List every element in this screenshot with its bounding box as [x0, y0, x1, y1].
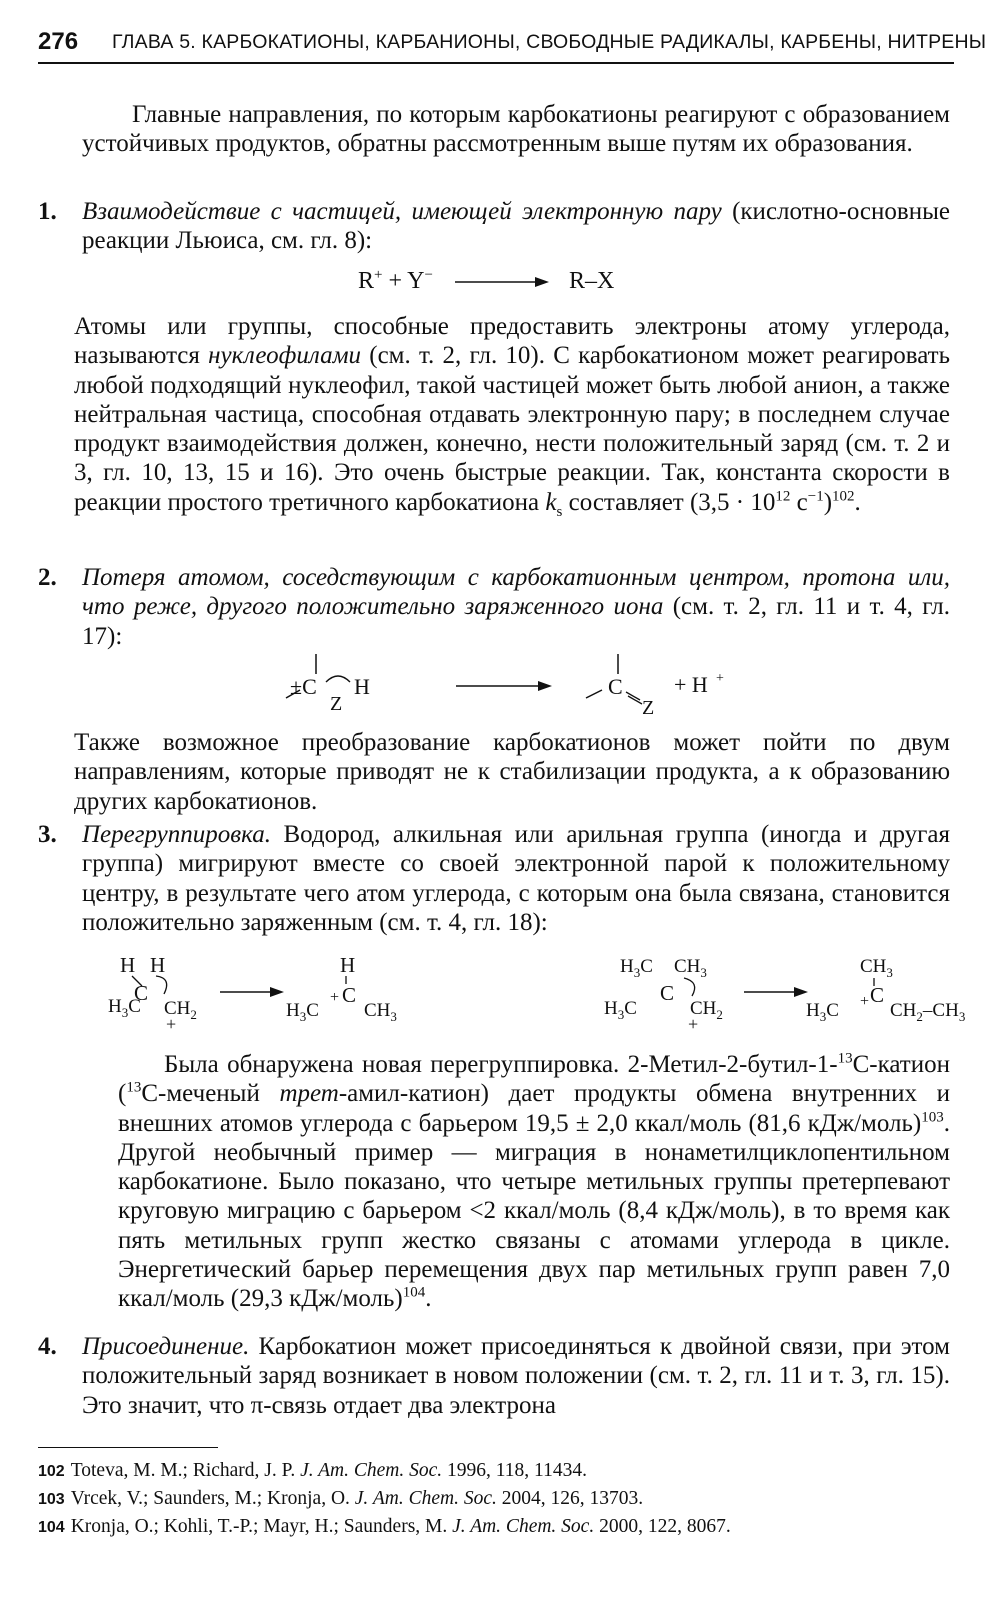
footnote-rule: [38, 1447, 218, 1448]
running-header: [38, 22, 987, 64]
footnote-ref-103: 103: [921, 1109, 944, 1126]
svg-text:±C: ±C: [290, 674, 317, 699]
svg-text:CH2–CH3: $CH_2-CH_3$: [890, 1000, 966, 1024]
item-heading: Взаимодействие с частицей, имеющей электронную пару: [82, 198, 722, 225]
svg-text:H3C: $H_3C$: [604, 998, 637, 1022]
svg-text:H: H: [120, 953, 136, 977]
svg-text:+: +: [166, 1014, 177, 1032]
equation-1: R+ + Y− R–X: [358, 267, 615, 294]
svg-text:C: C: [342, 983, 357, 1007]
svg-text:C: C: [870, 983, 885, 1007]
item-heading: Потеря атомом, соседствующим с карбокатионным центром, протона или, что реже, другого положительно заряженного иона: [82, 564, 950, 621]
list-item-3: [38, 820, 950, 937]
svg-text:Z: Z: [642, 697, 655, 719]
svg-text:+: +: [860, 993, 870, 1010]
svg-text:C: C: [660, 981, 675, 1005]
svg-text:H3C: $H_3C$: [620, 956, 653, 980]
list-number: 2.: [38, 564, 57, 591]
svg-text:+: +: [716, 671, 724, 686]
rearrangement-scheme: [108, 950, 968, 1032]
svg-text:CH2: $CH_2$: [164, 998, 197, 1022]
svg-text:H3C: $H_3C$: [108, 996, 141, 1020]
footnote-ref-102: 102: [832, 488, 855, 505]
list-number: 4.: [38, 1333, 57, 1360]
item-heading: Перегруппировка.: [82, 821, 271, 848]
item-text: Водород, алкильная или арильная группа (иногда и другая группа) мигрируют вместе со своей электронной парой к положительному центру, в результате чего атом углерода, с которым она была связана, становится положительно заряженным (см. т. 4, гл. 18):: [82, 821, 950, 936]
list-item-2: [38, 563, 950, 651]
list-number: 3.: [38, 821, 57, 848]
footnote-103: 103 Vrcek, V.; Saunders, M.; Kronja, O. J. Am. Chem. Soc. 2004, 126, 13703.: [38, 1488, 644, 1509]
svg-text:H: H: [340, 953, 356, 977]
list-item-4: [38, 1332, 950, 1420]
svg-text:CH2: $CH_2$: [690, 998, 723, 1022]
footnote-102: 102 Toteva, M. M.; Richard, J. P. J. Am. Chem. Soc. 1996, 118, 11434.: [38, 1460, 587, 1481]
page-number: 276: [38, 28, 79, 55]
footnote-104: 104 Kronja, O.; Kohli, T.-P.; Mayr, H.; Saunders, M. J. Am. Chem. Soc. 2000, 122, 8067.: [38, 1516, 731, 1537]
reaction-arrow: [451, 275, 551, 289]
item-text: (см. т. 2, гл. 11 и т. 4, гл. 17):: [82, 593, 950, 650]
item-heading: Присоединение.: [82, 1333, 250, 1360]
svg-text:+ H: + H: [674, 672, 708, 697]
svg-text:H: H: [150, 953, 166, 977]
svg-text:CH3: $CH_3$: [364, 1000, 397, 1024]
svg-text:C: C: [608, 674, 623, 699]
svg-text:Z: Z: [330, 693, 343, 715]
list-item-1: [38, 197, 950, 256]
item-text: (кислотно-основные реакции Льюиса, см. гл. 8):: [82, 198, 950, 255]
svg-text:CH3: $CH_3$: [674, 956, 707, 980]
svg-text:+: +: [688, 1014, 699, 1032]
svg-text:C: C: [134, 981, 149, 1005]
svg-text:CH3: $CH_3$: [860, 956, 893, 980]
svg-text:H: H: [354, 674, 370, 699]
elimination-scheme: [278, 650, 738, 722]
svg-text:+: +: [330, 989, 340, 1006]
paragraph-nucleophiles: Атомы или группы, способные предоставить электроны атому углерода, называются нуклеофилами (см. т. 2, гл. 10). С карбокатионом может реагировать любой подходящий нуклеофил, такой частицей может быть любой анион, а также нейтральная частица, способная отдавать электронную пару; в последнем случае продукт взаимодействия должен, конечно, нести положительный заряд (см. т. 2 и 3, гл. 10, 13, 15 и 16). Это очень быстрые реакции. Так, константа скорости в реакции простого третичного карбокатиона $k_s$ составляет ($3,5 \cdot 10^{12}$ $с^{-1})^{102}$.: [74, 313, 950, 520]
list-number: 1.: [38, 198, 57, 225]
item-text: Карбокатион может присоединяться к двойной связи, при этом положительный заряд возникает в новом положении (см. т. 2, гл. 11 и т. 3, гл. 15). Это значит, что π-связь отдает два электрона: [82, 1333, 950, 1419]
paragraph-new-rearrangement: Была обнаружена новая перегруппировка. 2-Метил-2-бутил-1-$^{13}$С-катион ($^{13}$С-меченый трет-амил-катион) дает продукты обмена внутренних и внешних атомов углерода с барьером 19,5 ± 2,0 ккал/моль (81,6 кДж/моль)$^{103}$. Другой необычный пример — миграция в нонаметилциклопентильном карбокатионе. Было показано, что четыре метильных группы претерпевают круговую миграцию с барьером <2 ккал/моль (8,4 кДж/моль), в то время как пять метильных групп жестко связаны с атомами углерода в цикле. Энергетический барьер перемещения двух пар метильных групп равен 7,0 ккал/моль (29,3 кДж/моль)$^{104}$.: [118, 1050, 950, 1313]
footnote-ref-104: 104: [402, 1285, 426, 1302]
book-page: [38, 0, 987, 1600]
svg-text:H3C: $H_3C$: [806, 1000, 839, 1024]
intro-paragraph: Главные направления, по которым карбокатионы реагируют с образованием устойчивых продуктов, обратны рассмотренным выше путям их образования.: [82, 101, 950, 158]
svg-text:H3C: $H_3C$: [286, 1000, 319, 1024]
chapter-title: ГЛАВА 5. КАРБОКАТИОНЫ, КАРБАНИОНЫ, СВОБОДНЫЕ РАДИКАЛЫ, КАРБЕНЫ, НИТРЕНЫ: [112, 31, 987, 53]
paragraph-transformations: Также возможное преобразование карбокатионов может пойти по двум направлениям, которые приводят не к стабилизации продукта, а к образованию других карбокатионов.: [74, 729, 950, 815]
